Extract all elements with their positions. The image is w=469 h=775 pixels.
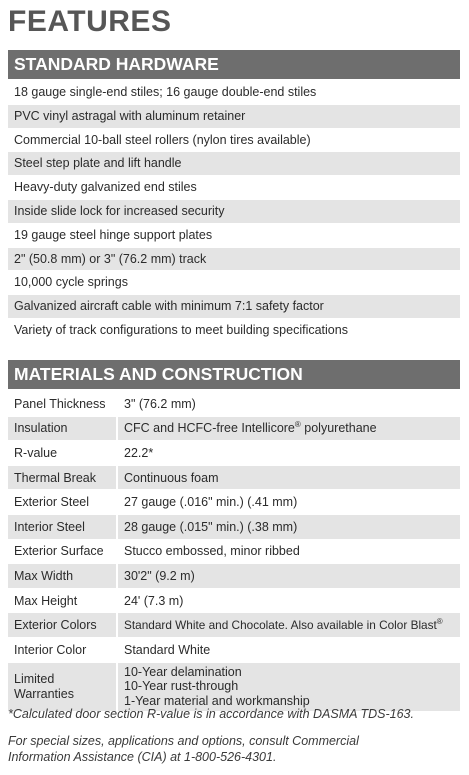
spec-label: Exterior Colors — [8, 613, 117, 638]
contact-line: Information Assistance (CIA) at 1-800-526-4301. — [8, 750, 277, 764]
rvalue-footnote: *Calculated door section R-value is in accordance with DASMA TDS-163. — [8, 707, 414, 721]
hardware-item: PVC vinyl astragal with aluminum retainer — [8, 105, 460, 129]
spec-value: 24' (7.3 m) — [117, 588, 460, 613]
page-title: FEATURES — [8, 5, 172, 38]
hardware-item: Heavy-duty galvanized end stiles — [8, 176, 460, 200]
spec-value: 28 gauge (.015" min.) (.38 mm) — [117, 514, 460, 539]
warranty-line: 1-Year material and workmanship — [124, 693, 310, 708]
table-row — [8, 613, 460, 638]
warranty-line: 10-Year rust-through — [124, 679, 239, 694]
spec-value — [117, 662, 460, 711]
hardware-item: Inside slide lock for increased security — [8, 200, 460, 224]
table-row — [8, 441, 460, 466]
hardware-item: Commercial 10-ball steel rollers (nylon tires available) — [8, 129, 460, 153]
warranty-line: 10-Year delamination — [124, 664, 242, 679]
spec-value: 30'2" (9.2 m) — [117, 564, 460, 589]
spec-value — [117, 613, 460, 638]
hardware-item: 2" (50.8 mm) or 3" (76.2 mm) track — [8, 248, 460, 272]
hardware-item: Galvanized aircraft cable with minimum 7:1 safety factor — [8, 295, 460, 319]
spec-label: Interior Color — [8, 637, 117, 662]
table-row — [8, 416, 460, 441]
spec-value: 27 gauge (.016" min.) (.41 mm) — [117, 490, 460, 515]
hardware-item: 18 gauge single-end stiles; 16 gauge double-end stiles — [8, 81, 460, 105]
contact-footnote — [8, 733, 460, 765]
standard-hardware-list — [8, 81, 460, 343]
spec-label: Insulation — [8, 416, 117, 441]
hardware-item: 19 gauge steel hinge support plates — [8, 224, 460, 248]
spec-label-line: Limited — [14, 672, 55, 687]
hardware-item: Variety of track configurations to meet building specifications — [8, 319, 460, 343]
spec-label: Panel Thickness — [8, 392, 117, 416]
spec-value-text: CFC and HCFC-free Intellicore — [124, 421, 295, 436]
spec-value: 22.2* — [117, 441, 460, 466]
spec-label — [8, 662, 117, 711]
spec-label: R-value — [8, 441, 117, 466]
spec-label: Max Height — [8, 588, 117, 613]
materials-construction-heading: MATERIALS AND CONSTRUCTION — [8, 360, 460, 389]
hardware-item: 10,000 cycle springs — [8, 271, 460, 295]
hardware-item: Steel step plate and lift handle — [8, 152, 460, 176]
table-row — [8, 662, 460, 711]
table-row — [8, 490, 460, 515]
table-row — [8, 514, 460, 539]
registered-mark: ® — [294, 420, 301, 430]
spec-label: Thermal Break — [8, 465, 117, 490]
table-row — [8, 637, 460, 662]
spec-value: Stucco embossed, minor ribbed — [117, 539, 460, 564]
standard-hardware-heading: STANDARD HARDWARE — [8, 50, 460, 79]
spec-label-line: Warranties — [14, 686, 74, 701]
table-row — [8, 392, 460, 416]
spec-label: Interior Steel — [8, 514, 117, 539]
spec-value: 3" (76.2 mm) — [117, 392, 460, 416]
spec-label: Exterior Steel — [8, 490, 117, 515]
spec-label: Max Width — [8, 564, 117, 589]
spec-value: Continuous foam — [117, 465, 460, 490]
spec-value: Standard White — [117, 637, 460, 662]
table-row — [8, 588, 460, 613]
registered-mark: ® — [436, 617, 443, 627]
contact-line: For special sizes, applications and options, consult Commercial — [8, 734, 359, 748]
materials-table — [8, 392, 460, 712]
table-row — [8, 465, 460, 490]
spec-value-text: Standard White and Chocolate. Also available in Color Blast — [124, 618, 437, 633]
spec-value — [117, 416, 460, 441]
spec-value-text: polyurethane — [300, 421, 377, 436]
spec-label: Exterior Surface — [8, 539, 117, 564]
table-row — [8, 564, 460, 589]
table-row — [8, 539, 460, 564]
